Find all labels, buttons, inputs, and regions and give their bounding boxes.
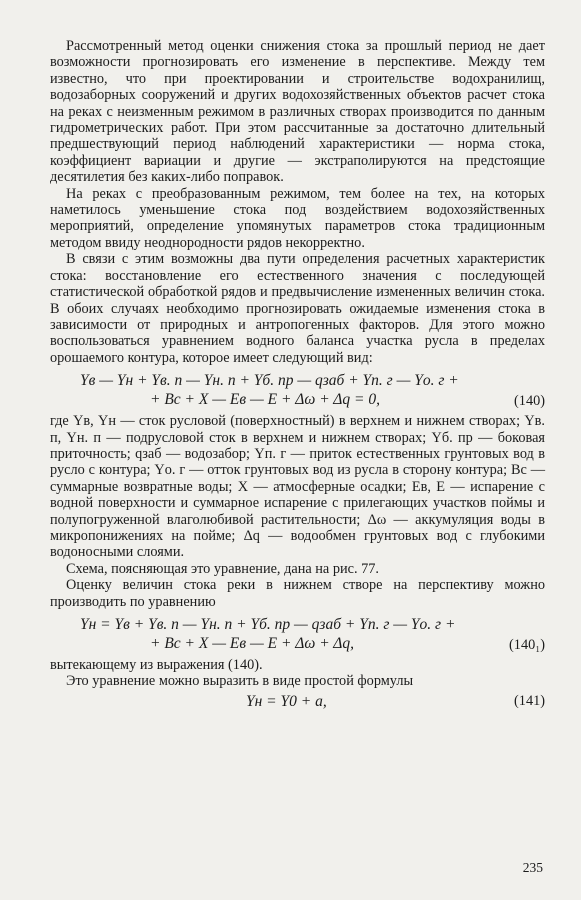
equation-141-number: (141) [514, 692, 545, 709]
paragraph-3: В связи с этим возможны два пути определения расчетных характеристик стока: восстановление его естественного значения с последующей статистической обработкой рядов и предвычисление измененных величин стока. В обоих случаях необходимо прогнозировать ожидаемые изменения стока в зависимости от природных и антропогенных факторов. Для этого можно воспользоваться уравнением водного баланса участка русла в пределах орошаемого контура, которое имеет следующий вид: [50, 251, 545, 366]
paragraph-1: Рассмотренный метод оценки снижения стока за прошлый период не дает возможности прогнозировать его изменение в перспективе. Между тем известно, что при проектировании и строительстве водохранилищ, водозаборных сооружений и других водохозяйственных объектов расчет стока на реках с неизменным режимом в различных створах производится по данным гидрометрических работ. При этом рассчитанные за достаточно длительный предшествующий период наблюдений характеристики — норма стока, коэффициент вариации и другие — экстраполируются на предстоящие десятилетия без каких-либо поправок. [50, 38, 545, 186]
equation-140-1-line-1: Yн = Yв + Yв. п — Yн. п + Yб. пр — qзаб + Yп. г — Yо. г + [80, 616, 456, 633]
equation-140-line-1: Yв — Yн + Yв. п — Yн. п + Yб. пр — qзаб + Yп. г — Yо. г + [80, 372, 459, 390]
equation-140-line-2: + Bс + X — Eв — E + Δω + Δq = 0, [150, 391, 380, 409]
equation-141-line-1: Yн = Y0 + a, [246, 692, 327, 710]
paragraph-2: На реках с преобразованным режимом, тем более на тех, на которых наметилось уменьшение стока под воздействием водохозяйственных мероприятий, определение упомянутых параметров стока традиционным методом ввиду неоднородности рядов некорректно. [50, 185, 545, 251]
page-number: 235 [522, 860, 543, 875]
equation-140-1-line-2: + Bс + X — Eв — E + Δω + Δq, [150, 635, 354, 652]
equation-140-number: (140) [514, 393, 545, 410]
equation-141 [50, 692, 545, 712]
equation-140-1-number: (140₁) [509, 637, 545, 653]
paragraph-derived: вытекающему из выражения (140). [50, 657, 263, 673]
equation-140-1 [50, 615, 545, 655]
paragraph-simple-formula: Это уравнение можно выразить в виде простой формулы [66, 673, 414, 690]
paragraph-definitions: где Yв, Yн — сток русловой (поверхностный) в верхнем и нижнем створах; Yв. п, Yн. п — подрусловой сток в верхнем и нижнем створах; Yб. пр — боковая приточность; qзаб — водозабор; Yп. г — приток естественных грунтовых вод в русло с контура; Yо. г — отток грунтовых вод из русла в сторону контура; Bс — суммарные возвратные воды; X — атмосферные осадки; Eв, E — испарение с водной поверхности и суммарное испарение с прилегающих участков поймы и полупогруженной влаголюбивой растительности; Δω — аккумуляция воды в микропонижениях на пойме; Δq — водообмен грунтовых вод с глубокими водоносными слоями. [50, 413, 545, 561]
paragraph-scheme-note: Схема, поясняющая это уравнение, дана на рис. 77. [66, 560, 380, 577]
paragraph-forecast: Оценку величин стока реки в нижнем створе на перспективу можно производить по уравнению [50, 577, 545, 610]
equation-140 [50, 371, 545, 411]
